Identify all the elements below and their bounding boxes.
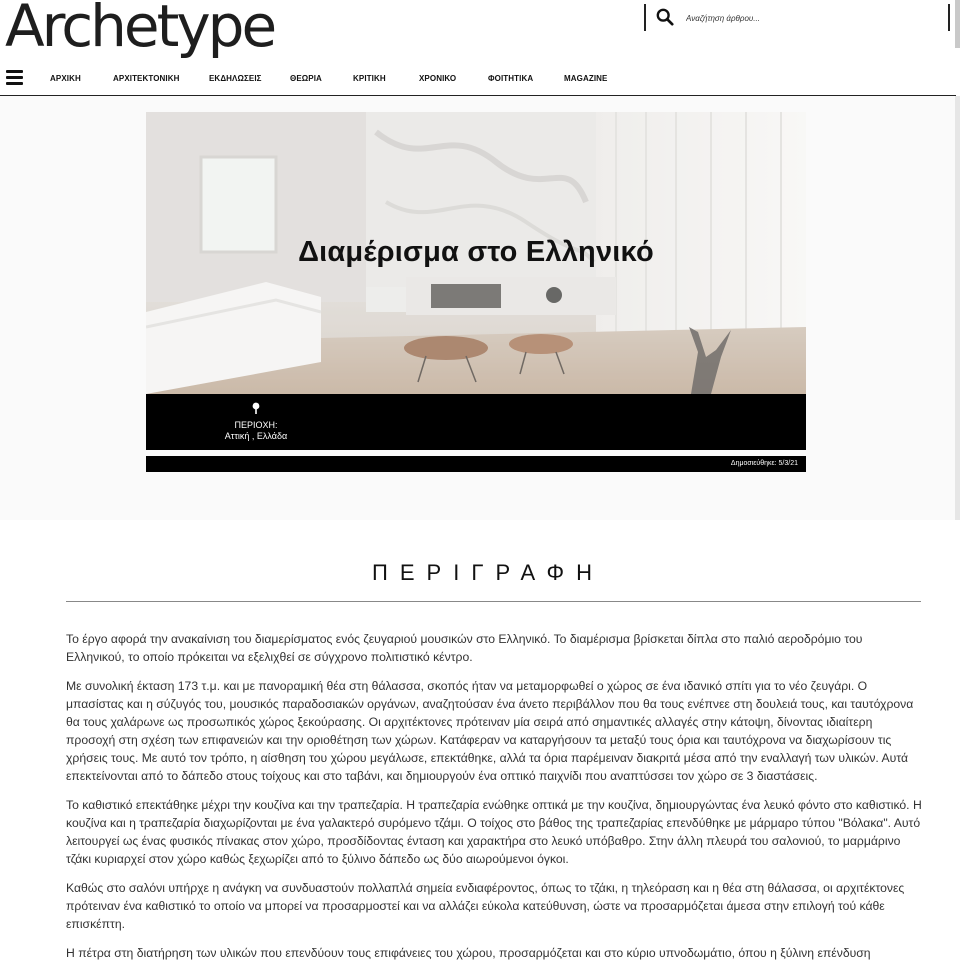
search-icon[interactable] <box>656 8 674 26</box>
description-paragraph: Καθώς στο σαλόνι υπήρχε η ανάγκη να συνδυαστούν πολλαπλά σημεία ενδιαφέροντος, όπως το τζάκι, η τηλεόραση και η θέα στη θάλασσα, οι αρχιτέκτονες πρότειναν ένα καθιστικό το οποίο να μπορεί να προσαρμοστεί και να αλλάζει εύκολα κατεύθυνση, ώστε να προσαρμόζεται άμεσα στην επιλογή τού κάθε επισκέπτη. <box>66 881 905 931</box>
description-paragraph: Το καθιστικό επεκτάθηκε μέχρι την κουζίνα και την τραπεζαρία. Η τραπεζαρία ενώθηκε οπτικά με την κουζίνα, δημιουργώντας ένα λευκό φόντο στο καθιστικό. Η κουζίνα και η τραπεζαρία διαχωρίζονται με ένα γαλακτερό συρόμενο τζάμι. Ο τοίχος στο βάθος της τραπεζαρίας επενδύθηκε με μάρμαρο τύπου "Βόλακα". Αυτό λειτουργεί ως ένας φυσικός πίνακας στον χώρο, προσδίδοντας ένταση και χαρακτήρα στο λευκό υπόβαθρο. Στην άλλη πλευρά του σαλονιού, το μαρμάρινο τζάκι κυριαρχεί στον χώρο καθώς ξεχωρίζει από το ξύλινο δάπεδο ως δύο αιωρούμενοι όγκοι. <box>66 798 922 866</box>
published-bar <box>146 456 806 472</box>
nav-item-chronicle[interactable]: ΧΡΟΝΙΚΟ <box>419 74 457 83</box>
description-body <box>66 630 924 973</box>
article-info-bar <box>146 394 806 450</box>
region-info <box>206 420 306 442</box>
published-date: Δημοσιεύθηκε: 5/3/21 <box>730 460 798 467</box>
description-heading: ΠΕΡΙΓΡΑΦΗ <box>372 560 604 585</box>
nav-item-theory[interactable]: ΘΕΩΡΙΑ <box>290 74 322 83</box>
description-paragraph: Με συνολική έκταση 173 τ.μ. και με πανοραμική θέα στη θάλασσα, σκοπός ήταν να μεταμορφωθεί ο χώρος σε ένα ιδανικό σπίτι για το νέο ζευγάρι. Ο μπασίστας και η σύζυγός του, μουσικός παραδοσιακών οργάνων, αναζητούσαν ένα άνετο περιβάλλον που θα τους ενέπνεε στη δουλειά τους, και ταυτόχρονα θα τους χαλάρωνε ως προσωπικός χώρος ξεκούρασης. Οι αρχιτέκτονες πρότειναν μία σειρά από σημαντικές αλλαγές στην κάτοψη, δίνοντας ιδιαίτερη προσοχή στη σχέση των επιφανειών και την οριοθέτηση των χώρων. Κατάφεραν να καταργήσουν τα μεταξύ τους όρια και ταυτόχρονα να διαχωρίσουν τις χρήσεις τους. Με αυτό τον τρόπο, η αίσθηση του χώρου μεγάλωσε, επεκτάθηκε, αλλά τα όρια παρέμειναν διακριτά μέσα από την εναλλαγή των υλικών. Αυτά επεκτείνονται από το δάπεδο στους τοίχους και στο ταβάνι, και δημιουργούν ένα οπτικό παιχνίδι που αναπτύσσει τον χώρο σε 3 διαστάσεις. <box>66 679 914 783</box>
nav-item-critique[interactable]: ΚΡΙΤΙΚΗ <box>353 74 386 83</box>
search-box <box>644 4 950 31</box>
region-label: ΠΕΡΙΟΧΗ: <box>234 420 278 430</box>
site-logo[interactable] <box>5 0 274 58</box>
description-paragraph: Το έργο αφορά την ανακαίνιση του διαμερίσματος ενός ζευγαριού μουσικών στο Ελληνικό. Το διαμέρισμα βρίσκεται δίπλα στο παλιό αεροδρόμιο του Ελληνικού, το οποίο πρόκειται να εξελιχθεί σε σύγχρονο πολιτιστικό κέντρο. <box>66 632 863 664</box>
logo-text: Archetype <box>5 0 275 60</box>
nav-item-student[interactable]: ΦΟΙΤΗΤΙΚΑ <box>488 74 534 83</box>
nav-item-home[interactable]: ΑΡΧΙΚΗ <box>50 74 81 83</box>
nav-divider <box>0 95 956 96</box>
search-input[interactable] <box>684 7 938 29</box>
nav-item-events[interactable]: ΕΚΔΗΛΩΣΕΙΣ <box>209 74 262 83</box>
description-paragraph: Η πέτρα στη διατήρηση των υλικών που επενδύουν τους επιφάνειες του χώρου, προσαρμόζεται και στο κύριο υπνοδωμάτιο, όπου η ξύλινη επένδυση <box>66 946 871 960</box>
region-value: Αττική , Ελλάδα <box>224 431 288 441</box>
location-pin-icon <box>252 402 260 414</box>
nav-item-architecture[interactable]: ΑΡΧΙΤΕΚΤΟΝΙΚΗ <box>113 74 180 83</box>
scrollbar-track[interactable] <box>955 96 960 520</box>
hero-image <box>146 112 806 394</box>
article-title: Διαμέρισμα στο Ελληνικό <box>298 236 654 268</box>
hamburger-menu-icon[interactable] <box>6 70 23 86</box>
description-divider <box>66 601 921 602</box>
nav-item-magazine[interactable]: MAGAZINE <box>564 74 608 83</box>
scrollbar-thumb[interactable] <box>955 0 960 48</box>
site-header <box>0 0 960 96</box>
